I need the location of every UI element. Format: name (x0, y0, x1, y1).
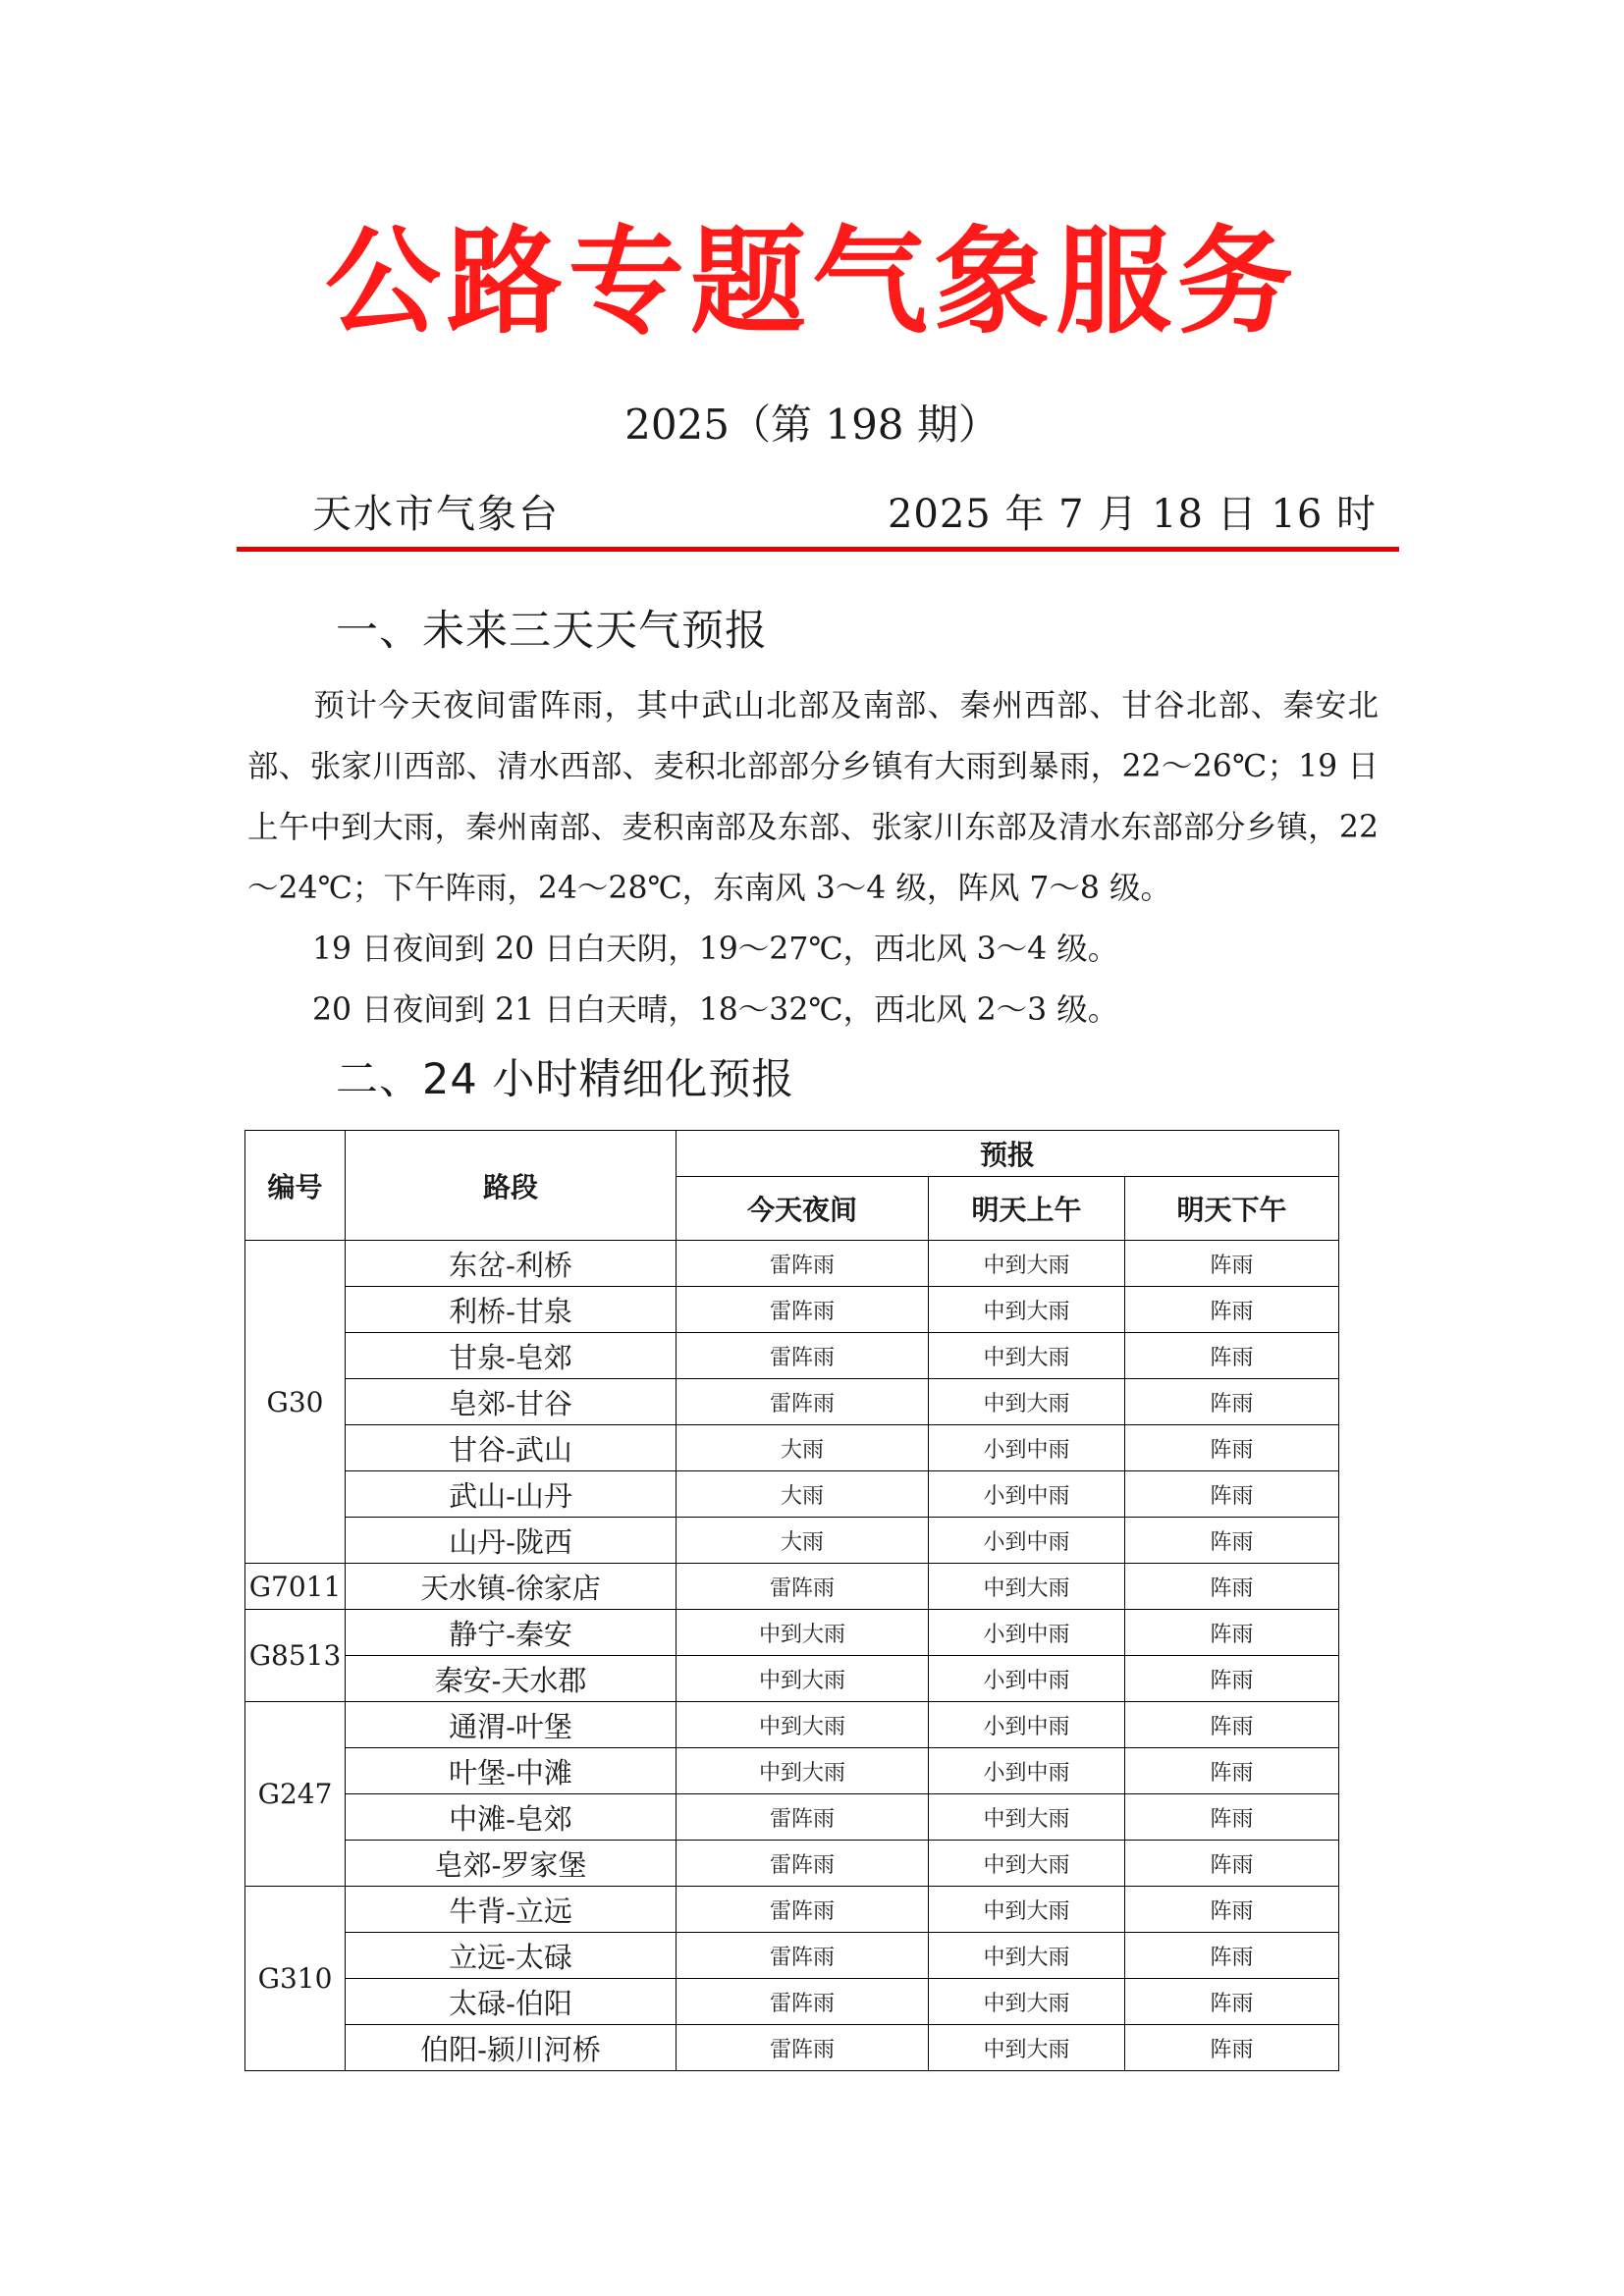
forecast-tomorrow-am: 中到大雨 (929, 1794, 1125, 1841)
route-code: G8513 (245, 1610, 346, 1702)
header-code: 编号 (245, 1131, 346, 1241)
table-row (245, 1887, 1339, 1933)
forecast-tomorrow-am: 中到大雨 (929, 1979, 1125, 2025)
forecast-tomorrow-am: 小到中雨 (929, 1702, 1125, 1748)
forecast-tonight: 雷阵雨 (677, 1794, 929, 1841)
table-row (245, 1794, 1339, 1841)
road-segment: 静宁-秦安 (346, 1610, 677, 1656)
table-row (245, 1841, 1339, 1887)
forecast-tomorrow-pm: 阵雨 (1125, 1841, 1339, 1887)
forecast-tonight: 雷阵雨 (677, 2025, 929, 2071)
forecast-tonight: 雷阵雨 (677, 1333, 929, 1379)
road-segment: 天水镇-徐家店 (346, 1564, 677, 1610)
forecast-paragraph-1 (247, 675, 1379, 919)
road-segment: 东岔-利桥 (346, 1241, 677, 1287)
forecast-tomorrow-am: 小到中雨 (929, 1656, 1125, 1702)
road-segment: 伯阳-颍川河桥 (346, 2025, 677, 2071)
table-row (245, 1933, 1339, 1979)
forecast-tonight: 大雨 (677, 1471, 929, 1518)
road-segment: 甘泉-皂郊 (346, 1333, 677, 1379)
forecast-tomorrow-am: 小到中雨 (929, 1425, 1125, 1471)
table-row (245, 1564, 1339, 1610)
issue-datetime: 2025 年 7 月 18 日 16 时 (887, 492, 1377, 537)
forecast-tonight: 雷阵雨 (677, 1979, 929, 2025)
forecast-tomorrow-pm: 阵雨 (1125, 1748, 1339, 1794)
road-segment: 立远-太碌 (346, 1933, 677, 1979)
forecast-tomorrow-am: 中到大雨 (929, 1933, 1125, 1979)
forecast-tomorrow-pm: 阵雨 (1125, 1794, 1339, 1841)
table-row (245, 1656, 1339, 1702)
forecast-paragraph-3-text: 20 日夜间到 21 日白天晴，18～32℃，西北风 2～3 级。 (312, 992, 1119, 1028)
road-segment: 叶堡-中滩 (346, 1748, 677, 1794)
header-tomorrow-am: 明天上午 (929, 1177, 1125, 1241)
forecast-tonight: 雷阵雨 (677, 1287, 929, 1333)
table-row (245, 1333, 1339, 1379)
road-segment: 甘谷-武山 (346, 1425, 677, 1471)
forecast-tomorrow-am: 中到大雨 (929, 1841, 1125, 1887)
forecast-tomorrow-am: 中到大雨 (929, 1379, 1125, 1425)
forecast-tonight: 雷阵雨 (677, 1841, 929, 1887)
forecast-tomorrow-am: 中到大雨 (929, 1241, 1125, 1287)
forecast-tomorrow-pm: 阵雨 (1125, 1425, 1339, 1471)
table-row (245, 1471, 1339, 1518)
table-row (245, 1241, 1339, 1287)
forecast-tomorrow-pm: 阵雨 (1125, 1287, 1339, 1333)
forecast-tonight: 雷阵雨 (677, 1379, 929, 1425)
section-heading-forecast: 一、未来三天天气预报 (336, 607, 768, 656)
forecast-tomorrow-pm: 阵雨 (1125, 1518, 1339, 1564)
forecast-tomorrow-pm: 阵雨 (1125, 1887, 1339, 1933)
road-segment: 太碌-伯阳 (346, 1979, 677, 2025)
route-code: G247 (245, 1702, 346, 1887)
forecast-tomorrow-am: 中到大雨 (929, 1564, 1125, 1610)
forecast-tomorrow-pm: 阵雨 (1125, 1702, 1339, 1748)
forecast-tonight: 雷阵雨 (677, 1933, 929, 1979)
forecast-tomorrow-am: 小到中雨 (929, 1471, 1125, 1518)
forecast-tomorrow-pm: 阵雨 (1125, 1379, 1339, 1425)
forecast-tomorrow-am: 小到中雨 (929, 1748, 1125, 1794)
table-row (245, 1518, 1339, 1564)
header-forecast: 预报 (677, 1131, 1339, 1177)
forecast-tonight: 雷阵雨 (677, 1887, 929, 1933)
forecast-tonight: 大雨 (677, 1425, 929, 1471)
forecast-tomorrow-pm: 阵雨 (1125, 1564, 1339, 1610)
road-segment: 武山-山丹 (346, 1471, 677, 1518)
forecast-tomorrow-am: 中到大雨 (929, 2025, 1125, 2071)
road-segment: 牛背-立远 (346, 1887, 677, 1933)
header-tomorrow-pm: 明天下午 (1125, 1177, 1339, 1241)
forecast-paragraph-1-text: 预计今天夜间雷阵雨，其中武山北部及南部、秦州西部、甘谷北部、秦安北部、张家川西部、清水西部、麦积北部部分乡镇有大雨到暴雨，22～26℃；19 日上午中到大雨，秦州南部、麦积南部及东部、张家川东部及清水东部部分乡镇，22～24℃；下午阵雨，24～28℃，东南风 3～4 级，阵风 7～8 级。 (247, 688, 1379, 906)
table-row (245, 1979, 1339, 2025)
table-row (245, 2025, 1339, 2071)
road-segment: 皂郊-罗家堡 (346, 1841, 677, 1887)
forecast-paragraph-3 (247, 980, 1379, 1041)
road-segment: 皂郊-甘谷 (346, 1379, 677, 1425)
issuer: 天水市气象台 (312, 492, 560, 537)
forecast-tomorrow-pm: 阵雨 (1125, 1933, 1339, 1979)
table-row (245, 1748, 1339, 1794)
table-row (245, 1425, 1339, 1471)
header-divider (237, 547, 1399, 552)
forecast-tomorrow-am: 小到中雨 (929, 1610, 1125, 1656)
route-code: G7011 (245, 1564, 346, 1610)
forecast-tomorrow-pm: 阵雨 (1125, 1241, 1339, 1287)
route-code: G30 (245, 1241, 346, 1564)
forecast-tomorrow-pm: 阵雨 (1125, 1471, 1339, 1518)
issue-number: 2025（第 198 期） (624, 400, 1000, 449)
table-row (245, 1287, 1339, 1333)
forecast-tonight: 中到大雨 (677, 1610, 929, 1656)
forecast-paragraph-2 (247, 919, 1379, 980)
forecast-paragraph-2-text: 19 日夜间到 20 日白天阴，19～27℃，西北风 3～4 级。 (312, 932, 1119, 967)
forecast-tomorrow-am: 中到大雨 (929, 1287, 1125, 1333)
road-segment: 中滩-皂郊 (346, 1794, 677, 1841)
table-row (245, 1702, 1339, 1748)
forecast-tomorrow-am: 小到中雨 (929, 1518, 1125, 1564)
forecast-tonight: 中到大雨 (677, 1748, 929, 1794)
road-segment: 通渭-叶堡 (346, 1702, 677, 1748)
forecast-table (244, 1130, 1339, 2071)
forecast-tomorrow-pm: 阵雨 (1125, 1656, 1339, 1702)
forecast-tonight: 雷阵雨 (677, 1241, 929, 1287)
forecast-tomorrow-am: 中到大雨 (929, 1887, 1125, 1933)
forecast-tonight: 大雨 (677, 1518, 929, 1564)
forecast-tomorrow-pm: 阵雨 (1125, 1333, 1339, 1379)
forecast-tomorrow-am: 中到大雨 (929, 1333, 1125, 1379)
forecast-tomorrow-pm: 阵雨 (1125, 1610, 1339, 1656)
forecast-tonight: 雷阵雨 (677, 1564, 929, 1610)
forecast-tomorrow-pm: 阵雨 (1125, 1979, 1339, 2025)
forecast-tomorrow-pm: 阵雨 (1125, 2025, 1339, 2071)
section-heading-fine-forecast: 二、24 小时精细化预报 (336, 1055, 795, 1104)
route-code: G310 (245, 1887, 346, 2071)
road-segment: 利桥-甘泉 (346, 1287, 677, 1333)
table-row (245, 1610, 1339, 1656)
document-title: 公路专题气象服务 (324, 214, 1299, 349)
road-segment: 山丹-陇西 (346, 1518, 677, 1564)
forecast-tonight: 中到大雨 (677, 1656, 929, 1702)
road-segment: 秦安-天水郡 (346, 1656, 677, 1702)
header-segment: 路段 (346, 1131, 677, 1241)
table-row (245, 1379, 1339, 1425)
forecast-tonight: 中到大雨 (677, 1702, 929, 1748)
header-tonight: 今天夜间 (677, 1177, 929, 1241)
